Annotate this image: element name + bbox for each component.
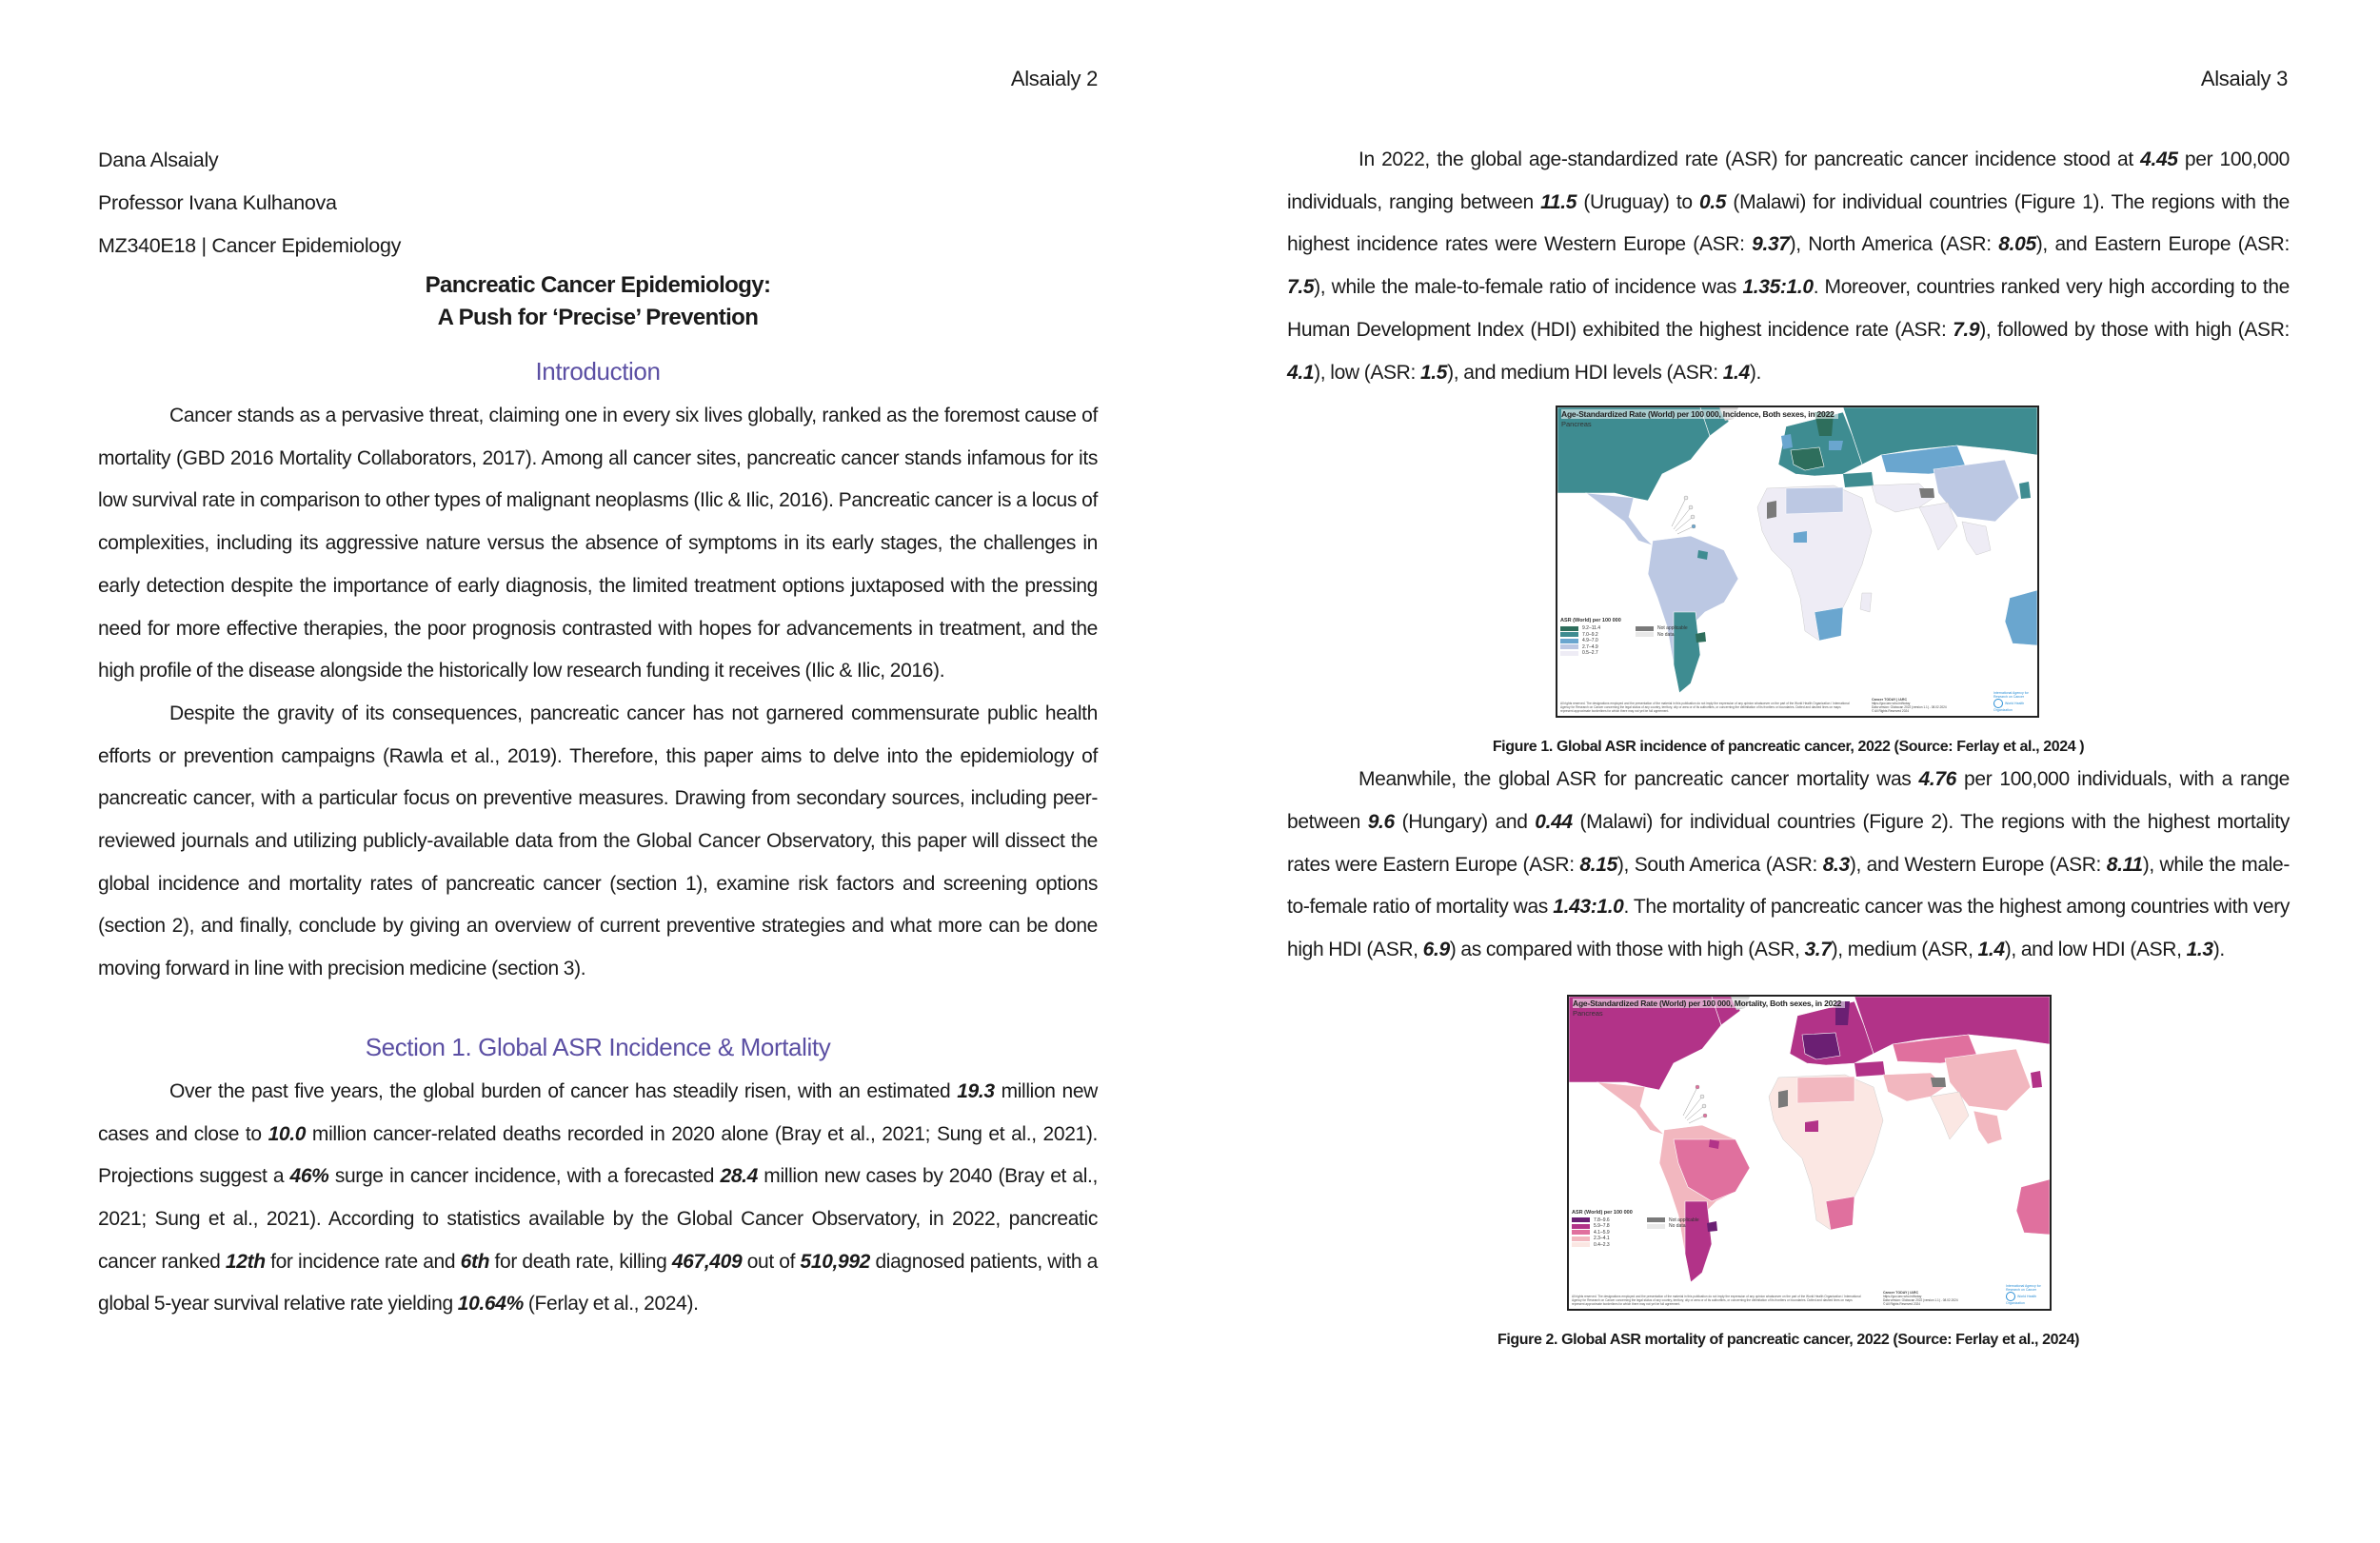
map-source	[1883, 1291, 1988, 1306]
emphasized-value: 11.5	[1540, 190, 1577, 213]
emphasized-value: 7.5	[1287, 276, 1315, 299]
course-line: MZ340E18 | Cancer Epidemiology	[98, 234, 402, 257]
not-applicable-label: Not applicable	[1657, 625, 1688, 632]
mortality-paragraph: Meanwhile, the global ASR for pancreatic cancer mortality was 4.76 per 100,000 individuals, with a range between 9.6 (Hungary) and 0.44 (Malawi) for individual countries (Figure 2). The regions with the highest mortality rates were Eastern Europe (ASR: 8.15), South America (ASR: 8.3), and Western Europe (ASR: 8.11), while the male-to-female ratio of mortality was 1.43:1.0. The mortality of pancreatic cancer was the highest among countries with very high HDI (ASR, 6.9) as compared with those with high (ASR, 3.7), medium (ASR, 1.4), and low HDI (ASR, 1.3).	[1287, 768, 2291, 961]
emphasized-value: 6.9	[1422, 939, 1450, 961]
map-legend	[1560, 618, 1621, 657]
emphasized-value: 1.35:1.0	[1742, 276, 1814, 299]
legend-swatch	[1560, 632, 1578, 637]
no-data-swatch	[1647, 1224, 1665, 1229]
legend-item	[1572, 1242, 1633, 1249]
iarc-who-logo	[1993, 691, 2033, 712]
no-data-swatch	[1636, 632, 1654, 637]
emphasized-value: 510,992	[800, 1250, 871, 1273]
legend-label: 7.8–9.6	[1594, 1217, 1610, 1223]
figure-2-caption: Figure 2. Global ASR mortality of pancreatic cancer, 2022 (Source: Ferlay et al., 2024)	[1497, 1331, 2080, 1348]
emphasized-value: 1.3	[2186, 939, 2213, 961]
emphasized-value: 4.76	[1918, 768, 1956, 791]
running-head: Alsaialy 2	[1010, 67, 1098, 90]
map-title: Age-Standardized Rate (World) per 100 000, Incidence, Both sexes, in 2022	[1561, 409, 1838, 419]
legend-swatch	[1572, 1242, 1590, 1247]
legend-swatch	[1560, 626, 1578, 631]
map-title: Age-Standardized Rate (World) per 100 000, Mortality, Both sexes, in 2022	[1573, 999, 1845, 1008]
map-source	[1872, 698, 1976, 713]
map-subtitle: Pancreas	[1561, 420, 1592, 429]
iarc-who-logo	[2006, 1284, 2046, 1305]
source-title: Cancer TODAY | IARC	[1872, 698, 1908, 702]
emphasized-value: 28.4	[720, 1165, 758, 1188]
legend-swatch	[1572, 1217, 1590, 1222]
map-disclaimer: All rights reserved. The designations employed and the presentation of the material in this publication do not imply the expression of any opinion whatsoever on the part of the World Health Organization / International Agency for Research on Cancer concerning the legal status of any country, territory, city or area or of its authorities, or concerning the delimitation of its frontiers or boundaries. Dotted and dashed lines on maps represent approximate borderlines for which there may not yet be full agreement.	[1560, 702, 1850, 714]
legend-swatch	[1572, 1236, 1590, 1241]
emphasized-value: 9.37	[1752, 233, 1790, 256]
source-version: Data version: Globocan 2022 (version 1.1) - 08.02.2024	[1872, 705, 1947, 710]
emphasized-value: 8.11	[2106, 853, 2143, 876]
emphasized-value: 46%	[289, 1165, 329, 1188]
legend-label: 2.3–4.1	[1594, 1236, 1610, 1242]
legend-swatch	[1572, 1230, 1590, 1235]
source-url: https://gco.iarc.who.int/today	[1883, 1294, 1922, 1298]
who-emblem-icon	[1993, 699, 2003, 708]
title-line-1: Pancreatic Cancer Epidemiology:	[425, 272, 771, 298]
running-head: Alsaialy 3	[2200, 67, 2288, 90]
legend-label: 4.1–5.9	[1594, 1229, 1610, 1236]
author-name: Dana Alsaialy	[98, 148, 219, 171]
left-column	[98, 139, 1098, 1326]
legend-label: 0.4–2.3	[1594, 1241, 1610, 1248]
source-url: https://gco.iarc.who.int/today	[1872, 702, 1911, 706]
title-line-2: A Push for ‘Precise’ Prevention	[437, 305, 759, 330]
no-data-label: No data	[1657, 631, 1675, 638]
emphasized-value: 19.3	[957, 1079, 995, 1102]
emphasized-value: 9.6	[1367, 810, 1395, 833]
paper-title	[98, 269, 1098, 334]
emphasized-value: 10.64%	[457, 1293, 524, 1316]
legend-item	[1560, 650, 1621, 657]
emphasized-value: 7.9	[1953, 318, 1980, 341]
emphasized-value: 1.5	[1419, 361, 1448, 384]
source-version: Data version: Globocan 2022 (version 1.1) - 08.02.2024	[1883, 1297, 1958, 1302]
emphasized-value: 1.4	[1977, 939, 2005, 961]
emphasized-value: 1.43:1.0	[1553, 896, 1624, 919]
section-1-paragraph-1: Over the past five years, the global burden of cancer has steadily risen, with an estimated 19.3 million new cases and close to 10.0 million cancer-related deaths recorded in 2020 alone (Bray et al., 2021; Sung et al., 2021). Projections suggest a 46% surge in cancer incidence, with a forecasted 28.4 million new cases by 2040 (Bray et al., 2021; Sung et al., 2021). According to statistics available by the Global Cancer Observatory, in 2022, pancreatic cancer ranked 12th for incidence rate and 6th for death rate, killing 467,409 out of 510,992 diagnosed patients, with a global 5-year survival relative rate yielding 10.64% (Ferlay et al., 2024).	[98, 1079, 1099, 1316]
who-label: World Health Organization	[1993, 702, 2025, 713]
legend-title: ASR (World) per 100 000	[1572, 1209, 1633, 1216]
source-rights: © All Rights Reserved 2024	[1872, 709, 1910, 714]
legend-swatch	[1560, 644, 1578, 649]
emphasized-value: 3.7	[1804, 939, 1832, 961]
emphasized-value: 8.3	[1822, 853, 1850, 876]
world-map-mortality	[1569, 997, 2050, 1309]
emphasized-value: 4.45	[2140, 148, 2178, 170]
who-label: World Health Organization	[2006, 1294, 2037, 1305]
legend-title: ASR (World) per 100 000	[1560, 618, 1621, 624]
figure-1-caption: Figure 1. Global ASR incidence of pancreatic cancer, 2022 (Source: Ferlay et al., 2024 )	[1492, 739, 2085, 756]
emphasized-value: 4.1	[1287, 361, 1315, 384]
section-1-heading: Section 1. Global ASR Incidence & Mortality	[365, 1032, 831, 1061]
right-column	[1287, 139, 2290, 1351]
emphasized-value: 1.4	[1722, 361, 1750, 384]
emphasized-value: 8.15	[1579, 853, 1617, 876]
legend-swatch	[1560, 639, 1578, 643]
emphasized-value: 0.44	[1535, 810, 1573, 833]
who-emblem-icon	[2006, 1292, 2015, 1301]
incidence-map-figure	[1556, 406, 2039, 718]
legend-label: 9.2–11.4	[1582, 625, 1601, 632]
not-applicable-label: Not applicable	[1669, 1217, 1699, 1223]
legend-label: 0.5–2.7	[1582, 650, 1598, 657]
legend-extra	[1636, 625, 1688, 638]
intro-paragraph-2: Despite the gravity of its consequences, pancreatic cancer has not garnered commensurate public health efforts or prevention campaigns (Rawla et al., 2019). Therefore, this paper aims to delve into the epidemiology of pancreatic cancer, with a particular focus on preventive measures. Drawing from secondary sources, including peer-reviewed journals and utilizing publicly-available data from the Global Cancer Observatory, this paper will dissect the global incidence and mortality rates of pancreatic cancer (section 1), examine risk factors and screening options (section 2), and finally, conclude by giving an overview of current preventive strategies and what more can be done moving forward in line with precision medicine (section 3).	[98, 702, 1098, 980]
not-applicable-swatch	[1636, 626, 1654, 631]
professor-name: Professor Ivana Kulhanova	[98, 191, 337, 214]
source-title: Cancer TODAY | IARC	[1883, 1290, 1919, 1295]
map-disclaimer: All rights reserved. The designations employed and the presentation of the material in this publication do not imply the expression of any opinion whatsoever on the part of the World Health Organization / International Agency for Research on Cancer concerning the legal status of any country, territory, city or area or of its authorities, or concerning the delimitation of its frontiers or boundaries. Dotted and dashed lines on maps represent approximate borderlines for which there may not yet be full agreement.	[1572, 1294, 1861, 1306]
legend-label: 7.0–9.2	[1582, 631, 1598, 638]
iarc-label: International Agency for Research on Cancer	[2006, 1283, 2041, 1292]
emphasized-value: 10.0	[268, 1122, 307, 1145]
iarc-label: International Agency for Research on Cancer	[1993, 691, 2029, 700]
incidence-paragraph: In 2022, the global age-standardized rate (ASR) for pancreatic cancer incidence stood at 4.45 per 100,000 individuals, ranging between 11.5 (Uruguay) to 0.5 (Malawi) for individual countries (Figure 1). The regions with the highest incidence rates were Western Europe (ASR: 9.37), North America (ASR: 8.05), and Eastern Europe (ASR: 7.5), while the male-to-female ratio of incidence was 1.35:1.0. Moreover, countries ranked very high according to the Human Development Index (HDI) exhibited the highest incidence rate (ASR: 7.9), followed by those with high (ASR: 4.1), low (ASR: 1.5), and medium HDI levels (ASR: 1.4).	[1287, 148, 2291, 384]
not-applicable-swatch	[1647, 1217, 1665, 1222]
legend-label: 2.7–4.9	[1582, 643, 1598, 650]
no-data-label: No data	[1669, 1223, 1686, 1230]
emphasized-value: 0.5	[1698, 190, 1727, 213]
map-legend	[1572, 1210, 1633, 1249]
legend-swatch	[1572, 1224, 1590, 1229]
mortality-map-figure	[1567, 995, 2052, 1311]
world-map-incidence	[1557, 407, 2037, 716]
page-3	[1190, 0, 2380, 1543]
legend-label: 5.9–7.8	[1594, 1223, 1610, 1230]
introduction-heading: Introduction	[535, 357, 661, 386]
emphasized-value: 8.05	[1998, 233, 2036, 256]
map-subtitle: Pancreas	[1573, 1008, 1603, 1018]
emphasized-value: 12th	[225, 1250, 266, 1273]
legend-label: 4.9–7.0	[1582, 638, 1598, 644]
legend-swatch	[1560, 651, 1578, 656]
source-rights: © All Rights Reserved 2024	[1883, 1301, 1921, 1306]
legend-extra	[1647, 1217, 1699, 1230]
emphasized-value: 467,409	[671, 1250, 743, 1273]
emphasized-value: 6th	[460, 1250, 490, 1273]
intro-paragraph-1: Cancer stands as a pervasive threat, claiming one in every six lives globally, ranked as the foremost cause of mortality (GBD 2016 Mortality Collaborators, 2017). Among all cancer sites, pancreatic cancer stands infamous for its low survival rate in comparison to other types of malignant neoplasms (Ilic & Ilic, 2016). Pancreatic cancer is a locus of complexities, including its aggressive nature versus the absence of symptoms in its early stages, the challenges in early detection despite the importance of early diagnosis, the limited treatment options juxtaposed with the pressing need for more effective therapies, the poor prognosis contrasted with hopes for advancements in treatment, and the high profile of the disease alongside the historically low research funding it receives (Ilic & Ilic, 2016).	[98, 405, 1098, 682]
